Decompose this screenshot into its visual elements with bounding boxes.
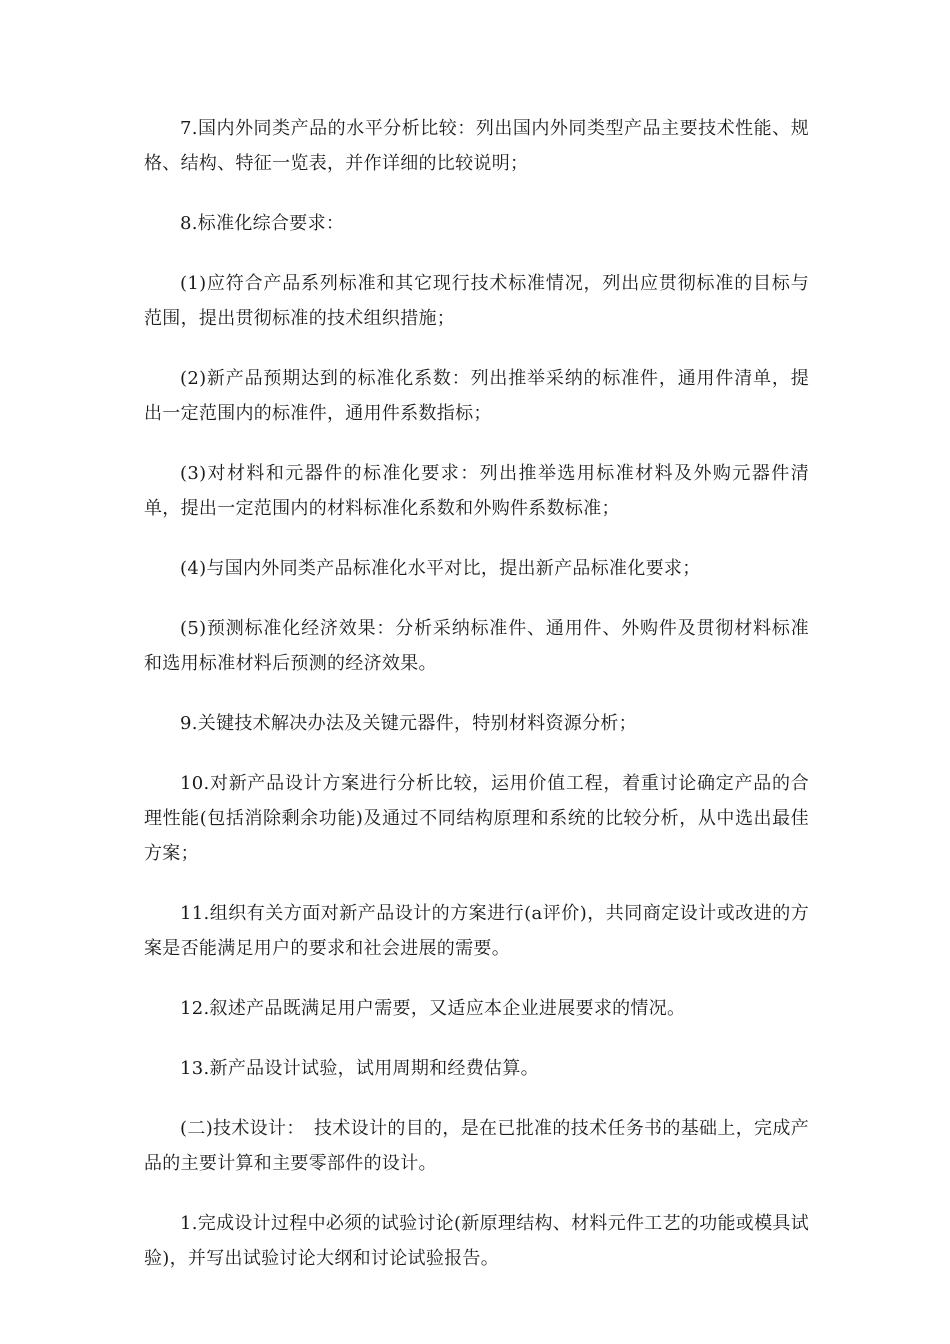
paragraph-subitem-2: (2)新产品预期达到的标准化系数：列出推举采纳的标准件，通用件清单，提出一定范围内的标准件，通用件系数指标； [144, 368, 809, 424]
paragraph-item-12: 12.叙述产品既满足用户需要，又适应本企业进展要求的情况。 [180, 998, 686, 1019]
paragraph-item-10: 10.对新产品设计方案进行分析比较，运用价值工程，着重讨论确定产品的合理性能(包括消除剩余功能)及通过不同结构原理和系统的比较分析，从中选出最佳方案； [144, 773, 809, 864]
paragraph-subitem-1: (1)应符合产品系列标准和其它现行技术标准情况，列出应贯彻标准的目标与范围，提出贯彻标准的技术组织措施； [144, 273, 809, 329]
paragraph-tech-item-1: 1.完成设计过程中必须的试验讨论(新原理结构、材料元件工艺的功能或模具试验)，并写出试验讨论大纲和讨论试验报告。 [144, 1213, 809, 1269]
paragraph-item-11: 11.组织有关方面对新产品设计的方案进行(a评价)，共同商定设计或改进的方案是否能满足用户的要求和社会进展的需要。 [144, 903, 809, 959]
paragraph-subitem-3: (3)对材料和元器件的标准化要求：列出推举选用标准材料及外购元器件清单，提出一定范围内的材料标准化系数和外购件系数标准； [144, 463, 809, 519]
paragraph-item-13: 13.新产品设计试验，试用周期和经费估算。 [180, 1058, 539, 1079]
paragraph-item-7: 7.国内外同类产品的水平分析比较：列出国内外同类型产品主要技术性能、规格、结构、特征一览表，并作详细的比较说明； [144, 118, 809, 174]
section-technical-design: (二)技术设计： 技术设计的目的，是在已批准的技术任务书的基础上，完成产品的主要计算和主要零部件的设计。 [144, 1118, 809, 1174]
document-body [144, 111, 809, 1301]
paragraph-item-8: 8.标准化综合要求： [180, 213, 345, 234]
paragraph-item-9: 9.关键技术解决办法及关键元器件，特别材料资源分析； [180, 713, 637, 734]
paragraph-subitem-5: (5)预测标准化经济效果：分析采纳标准件、通用件、外购件及贯彻材料标准和选用标准材料后预测的经济效果。 [144, 618, 809, 674]
paragraph-subitem-4: (4)与国内外同类产品标准化水平对比，提出新产品标准化要求； [180, 558, 701, 579]
